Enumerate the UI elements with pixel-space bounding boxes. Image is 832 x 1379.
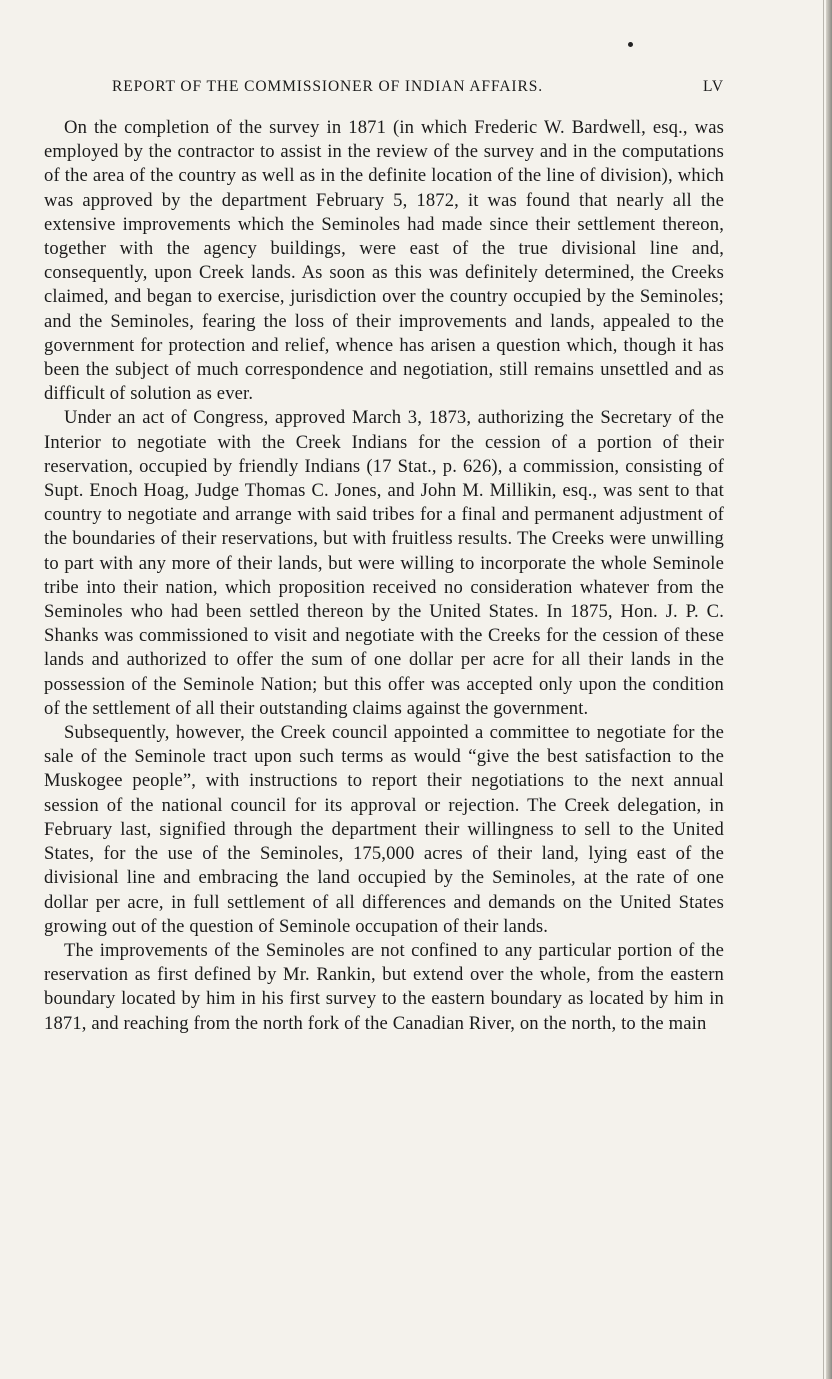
body-text — [44, 116, 724, 1036]
paragraph-improvements: The improvements of the Seminoles are not confined to any particular portion of the reservation as first defined by Mr. Rankin, but extend over the whole, from the eastern boundary located by him in his first survey to the eastern boundary as located by him in 1871, and reaching from the north fork of the Canadian River, on the north, to the main — [44, 939, 724, 1034]
paragraph-act-of-congress: Under an act of Congress, approved March 3, 1873, authorizing the Secretary of the Interior to negotiate with the Creek Indians for the cession of a portion of their reservation, occupied by friendly Indians (17 Stat., p. 626), a commission, consisting of Supt. Enoch Hoag, Judge Thomas C. Jones, and John M. Millikin, esq., was sent to that country to negotiate and arrange with said tribes for a final and permanent adjustment of the boundaries of their reservations, but with fruitless results. The Creeks were unwilling to part with any more of their lands, but were willing to incorporate the whole Seminole tribe into their nation, which proposition received no consideration whatever from the Seminoles who had been settled thereon by the United States. In 1875, Hon. J. P. C. Shanks was commissioned to visit and negotiate with the Creeks for the cession of these lands and authorized to offer the sum of one dollar per acre for all their lands in the possession of the Seminole Nation; but this offer was accepted only upon the condition of the settlement of all their outstanding claims against the government. — [44, 407, 724, 719]
running-title: REPORT OF THE COMMISSIONER OF INDIAN AFFAIRS. — [112, 78, 544, 95]
paragraph-creek-council: Subsequently, however, the Creek council appointed a committee to negotiate for the sale of the Seminole tract upon such terms as would “give the best satisfaction to the Muskogee people”, with instructions to report their negotiations to the next annual session of the national council for its approval or rejection. The Creek delegation, in February last, signified through the department their willingness to sell to the United States, for the use of the Seminoles, 175,000 acres of their land, lying east of the divisional line and embracing the land occupied by the Seminoles, at the rate of one dollar per acre, in full settlement of all differences and demands on the United States growing out of the question of Seminole occupation of their lands. — [44, 722, 724, 937]
page-edge-line — [823, 0, 824, 1379]
paragraph-survey-1871: On the completion of the survey in 1871 (in which Frederic W. Bardwell, esq., was employed by the contractor to assist in the review of the survey and in the computations of the area of the country as well as in the definite location of the line of division), which was approved by the department February 5, 1872, it was found that nearly all the extensive improvements which the Seminoles had made since their settlement thereon, together with the agency buildings, were east of the true divisional line and, consequently, upon Creek lands. As soon as this was definitely determined, the Creeks claimed, and began to exercise, jurisdiction over the country occupied by the Seminoles; and the Seminoles, fearing the loss of their improvements and lands, appealed to the government for protection and relief, whence has arisen a question which, though it has been the subject of much correspondence and negotiation, still remains unsettled and as difficult of solution as ever. — [44, 117, 724, 405]
page-edge-shadow — [826, 0, 832, 1379]
running-head — [112, 76, 724, 98]
page-number: LV — [702, 78, 724, 95]
ink-speck — [628, 42, 633, 47]
